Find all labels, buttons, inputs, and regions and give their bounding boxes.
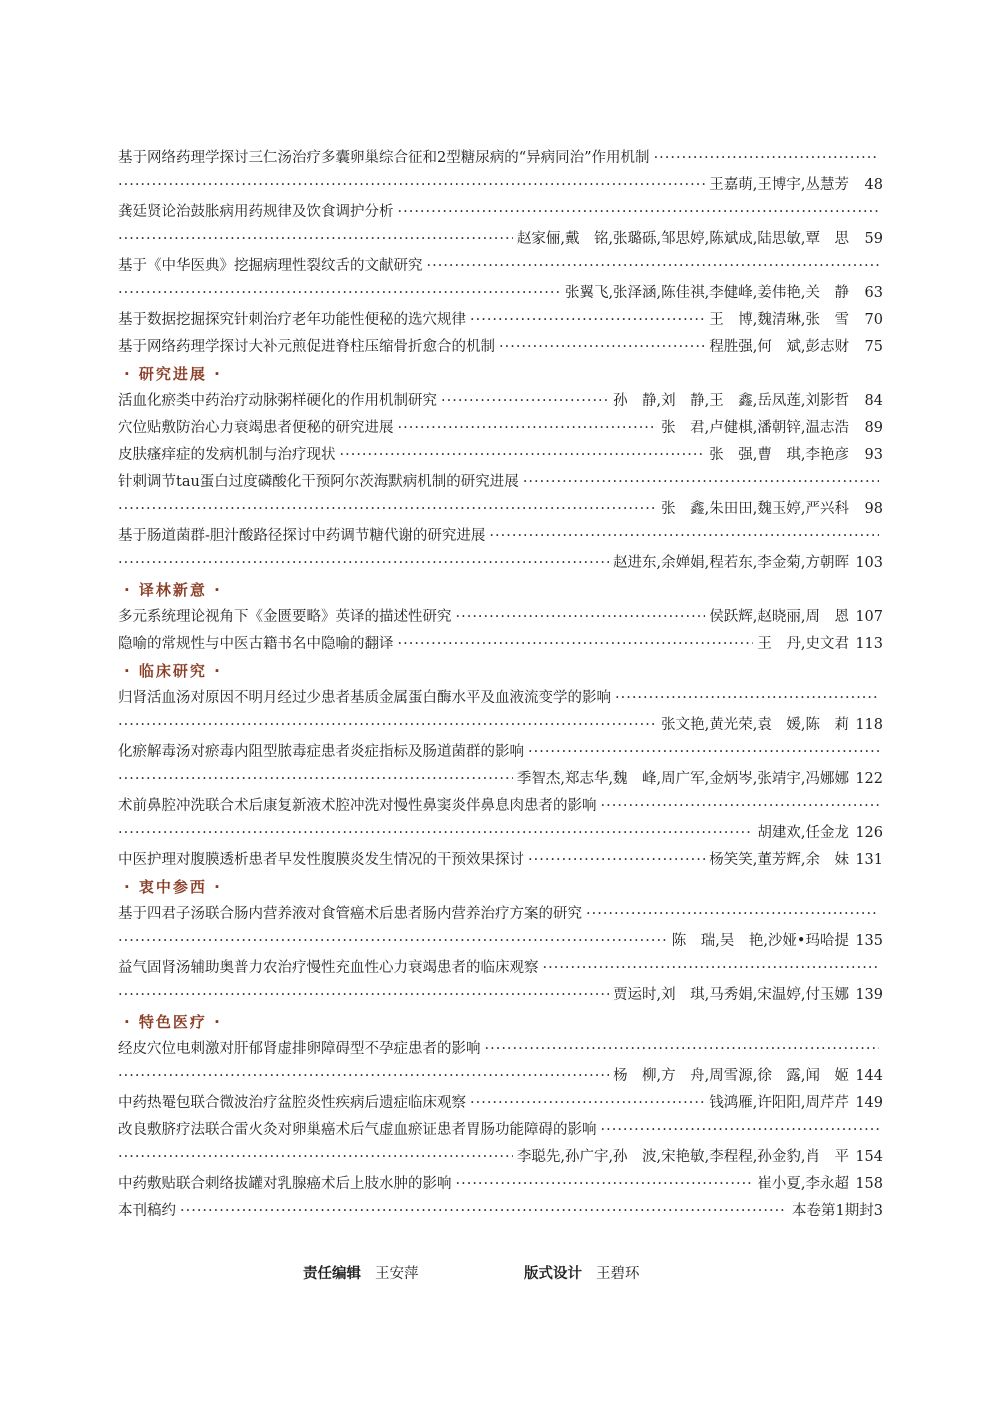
article-authors: 孙 静,刘 静,王 鑫,岳凤莲,刘影哲 [613, 393, 849, 409]
toc-entry [118, 1198, 883, 1225]
article-authors: 王 丹,史文君 [757, 636, 849, 652]
section-heading: · 译林新意 · [124, 581, 222, 599]
leader-dots [615, 685, 879, 712]
article-title: 隐喻的常规性与中医古籍书名中隐喻的翻译 [118, 636, 394, 652]
toc-entry-author-line [118, 982, 883, 1009]
table-of-contents [118, 145, 883, 1225]
page-number: 89 [864, 420, 883, 436]
toc-entry-author-line [118, 496, 883, 523]
leader-dots [118, 1063, 609, 1090]
leader-dots [118, 496, 657, 523]
leader-dots [543, 955, 880, 982]
toc-entry [118, 604, 883, 631]
leader-dots [586, 901, 879, 928]
leader-dots [118, 226, 513, 253]
toc-entry [118, 631, 883, 658]
toc-entry-title-line [118, 523, 883, 550]
toc-entry-title-line [118, 901, 883, 928]
article-title: 多元系统理论视角下《金匮要略》英译的描述性研究 [118, 609, 452, 625]
toc-entry [118, 307, 883, 334]
leader-dots [528, 739, 879, 766]
leader-dots [398, 199, 880, 226]
article-title: 针刺调节tau蛋白过度磷酸化干预阿尔茨海默病机制的研究进展 [118, 474, 519, 490]
toc-entry [118, 442, 883, 469]
article-title: 基于网络药理学探讨三仁汤治疗多囊卵巢综合征和2型糖尿病的“异病同治”作用机制 [118, 150, 650, 166]
leader-dots [427, 253, 880, 280]
page-number: 144 [855, 1068, 883, 1084]
article-authors: 季智杰,郑志华,魏 峰,周广军,金炳岑,张靖宇,冯娜娜 [516, 771, 849, 787]
page-number: 118 [855, 717, 883, 733]
article-title: 归肾活血汤对原因不明月经过少患者基质金属蛋白酶水平及血液流变学的影响 [118, 690, 611, 706]
toc-entry-title-line [118, 1036, 883, 1063]
page-number: 70 [864, 312, 883, 328]
article-authors: 张 鑫,朱田田,魏玉婷,严兴科 [661, 501, 849, 517]
toc-entry-author-line [118, 280, 883, 307]
leader-dots [118, 766, 513, 793]
article-title: 基于网络药理学探讨大补元煎促进脊柱压缩骨折愈合的机制 [118, 339, 495, 355]
leader-dots [118, 280, 561, 307]
toc-entry [118, 1171, 883, 1198]
article-authors: 赵进东,余婵娟,程若东,李金菊,方朝晖 [613, 555, 849, 571]
page-number: 149 [855, 1095, 883, 1111]
article-title: 皮肤瘙痒症的发病机制与治疗现状 [118, 447, 336, 463]
page-number: 59 [864, 231, 883, 247]
article-title: 化瘀解毒汤对瘀毒内阻型脓毒症患者炎症指标及肠道菌群的影响 [118, 744, 524, 760]
article-authors: 张文艳,黄光荣,袁 媛,陈 莉 [661, 717, 849, 733]
toc-entry-title-line [118, 685, 883, 712]
toc-entry-author-line [118, 172, 883, 199]
page-number: 113 [855, 636, 883, 652]
toc-entry-title-line [118, 1117, 883, 1144]
design-label: 版式设计 [524, 1266, 582, 1282]
page-number: 63 [864, 285, 883, 301]
leader-dots [601, 1117, 880, 1144]
article-title: 中药敷贴联合刺络拔罐对乳腺癌术后上肢水肿的影响 [118, 1176, 452, 1192]
page-number: 75 [864, 339, 883, 355]
toc-entry-author-line [118, 928, 883, 955]
leader-dots [118, 172, 705, 199]
toc-entry [118, 334, 883, 361]
article-authors: 贾运时,刘 琪,马秀娟,宋温婷,付玉娜 [613, 987, 849, 1003]
article-authors: 侯跃辉,赵晓丽,周 恩 [709, 609, 849, 625]
article-authors: 王嘉萌,王博宇,丛慧芳 [709, 177, 849, 193]
article-title: 本刊稿约 [118, 1203, 176, 1219]
leader-dots [118, 928, 668, 955]
toc-entry-author-line [118, 1144, 883, 1171]
article-title: 基于四君子汤联合肠内营养液对食管癌术后患者肠内营养治疗方案的研究 [118, 906, 582, 922]
leader-dots [398, 631, 754, 658]
leader-dots [523, 469, 879, 496]
section-heading: · 特色医疗 · [124, 1013, 222, 1031]
toc-entry-author-line [118, 550, 883, 577]
toc-entry [118, 388, 883, 415]
article-title: 益气固肾汤辅助奥普力农治疗慢性充血性心力衰竭患者的临床观察 [118, 960, 539, 976]
article-authors: 张 强,曹 琪,李艳彦 [709, 447, 849, 463]
article-title: 基于肠道菌群-胆汁酸路径探讨中药调节糖代谢的研究进展 [118, 528, 486, 544]
article-title: 龚廷贤论治鼓胀病用药规律及饮食调护分析 [118, 204, 394, 220]
page-number: 139 [855, 987, 883, 1003]
leader-dots [470, 1090, 705, 1117]
toc-entry-title-line [118, 793, 883, 820]
page-number: 135 [855, 933, 883, 949]
design-name: 王碧环 [596, 1266, 640, 1282]
toc-entry-author-line [118, 226, 883, 253]
toc-entry-author-line [118, 766, 883, 793]
leader-dots [499, 334, 705, 361]
leader-dots [456, 1171, 754, 1198]
toc-entry-author-line [118, 712, 883, 739]
leader-dots [654, 145, 879, 172]
page-number: 84 [864, 393, 883, 409]
section-heading: · 衷中参西 · [124, 878, 222, 896]
leader-dots [470, 307, 705, 334]
leader-dots [118, 712, 657, 739]
leader-dots [398, 415, 658, 442]
article-title: 基于数据挖掘探究针刺治疗老年功能性便秘的选穴规律 [118, 312, 466, 328]
editor-label: 责任编辑 [303, 1266, 361, 1282]
article-authors: 钱鸿雁,许阳阳,周芹芹 [709, 1095, 849, 1111]
page-number: 107 [855, 609, 883, 625]
article-title: 活血化瘀类中药治疗动脉粥样硬化的作用机制研究 [118, 393, 437, 409]
toc-entry-title-line [118, 739, 883, 766]
leader-dots [118, 982, 609, 1009]
page-number: 158 [855, 1176, 883, 1192]
article-authors: 胡建欢,任金龙 [757, 825, 849, 841]
article-title: 穴位贴敷防治心力衰竭患者便秘的研究进展 [118, 420, 394, 436]
leader-dots [118, 550, 609, 577]
page-number: 131 [855, 852, 883, 868]
toc-entry-title-line [118, 253, 883, 280]
article-authors: 程胜强,何 斌,彭志财 [709, 339, 849, 355]
leader-dots [489, 523, 879, 550]
leader-dots [340, 442, 706, 469]
section-heading: · 临床研究 · [124, 662, 222, 680]
editor-name: 王安萍 [375, 1266, 419, 1282]
page-number: 154 [855, 1149, 883, 1165]
page-number: 93 [864, 447, 883, 463]
toc-entry-author-line [118, 820, 883, 847]
article-title: 经皮穴位电刺激对肝郁肾虚排卵障碍型不孕症患者的影响 [118, 1041, 481, 1057]
page-number: 103 [855, 555, 883, 571]
toc-entry-title-line [118, 145, 883, 172]
leader-dots [456, 604, 706, 631]
article-title: 术前鼻腔冲洗联合术后康复新液术腔冲洗对慢性鼻窦炎伴鼻息肉患者的影响 [118, 798, 597, 814]
page-number: 126 [855, 825, 883, 841]
leader-dots [601, 793, 880, 820]
leader-dots [118, 820, 753, 847]
article-authors: 赵家俪,戴 铭,张璐砾,邹思婷,陈斌成,陆思敏,覃 思 [516, 231, 849, 247]
toc-entry [118, 1090, 883, 1117]
toc-entry [118, 415, 883, 442]
toc-entry-title-line [118, 955, 883, 982]
article-authors: 杨笑笑,董芳辉,余 妹 [709, 852, 849, 868]
leader-dots [180, 1198, 784, 1225]
leader-dots [441, 388, 609, 415]
section-heading: · 研究进展 · [124, 365, 222, 383]
editor-credit [303, 1264, 419, 1284]
page-number: 122 [855, 771, 883, 787]
article-authors: 张翼飞,张泽涵,陈佳祺,李健峰,姜伟艳,关 静 [564, 285, 849, 301]
article-authors: 陈 瑞,吴 艳,沙娅•玛哈提 [671, 933, 849, 949]
leader-dots [528, 847, 705, 874]
design-credit [524, 1264, 640, 1284]
article-title: 中药热罨包联合微波治疗盆腔炎性疾病后遗症临床观察 [118, 1095, 466, 1111]
article-title: 中医护理对腹膜透析患者早发性腹膜炎发生情况的干预效果探讨 [118, 852, 524, 868]
leader-dots [485, 1036, 880, 1063]
article-title: 基于《中华医典》挖掘病理性裂纹舌的文献研究 [118, 258, 423, 274]
toc-entry [118, 847, 883, 874]
toc-entry-author-line [118, 1063, 883, 1090]
article-authors: 张 君,卢健棋,潘朝锌,温志浩 [661, 420, 849, 436]
toc-entry-title-line [118, 199, 883, 226]
article-authors: 杨 柳,方 舟,周雪源,徐 露,闻 姬 [613, 1068, 849, 1084]
page-number: 48 [864, 177, 883, 193]
article-authors: 王 博,魏清琳,张 雪 [709, 312, 849, 328]
leader-dots [118, 1144, 513, 1171]
article-title: 改良敷脐疗法联合雷火灸对卵巢癌术后气虚血瘀证患者胃肠功能障碍的影响 [118, 1122, 597, 1138]
page-number: 本卷第1期封3 [792, 1203, 883, 1219]
article-authors: 崔小夏,李永超 [757, 1176, 849, 1192]
article-authors: 李聪先,孙广宇,孙 波,宋艳敏,李程程,孙金豹,肖 平 [516, 1149, 849, 1165]
page-number: 98 [864, 501, 883, 517]
toc-entry-title-line [118, 469, 883, 496]
